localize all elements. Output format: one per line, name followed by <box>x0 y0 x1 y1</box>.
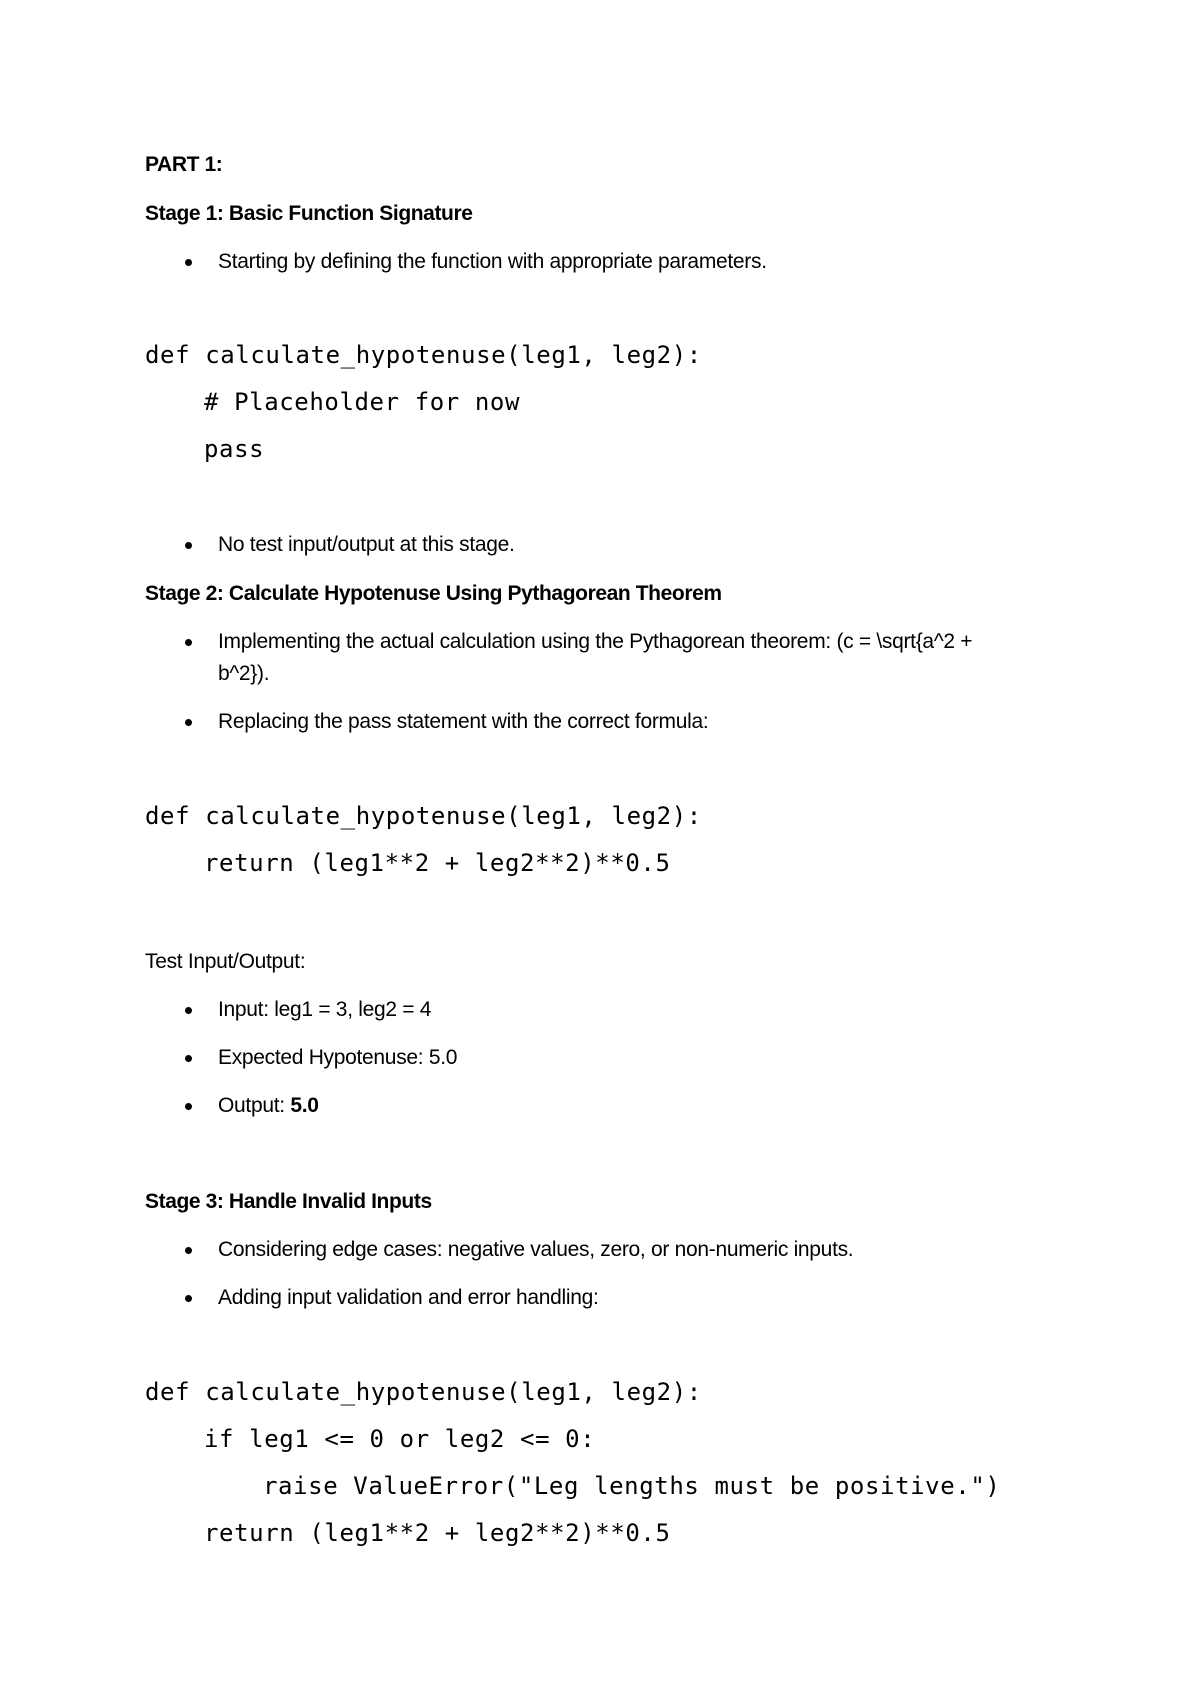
stage2-heading: Stage 2: Calculate Hypotenuse Using Pythagorean Theorem <box>145 582 722 605</box>
stage2-output-label: Output: <box>218 1094 291 1117</box>
bullet-dot <box>185 1103 192 1110</box>
stage2-bullet1-line2: b^2}). <box>218 662 270 685</box>
stage2-test-label: Test Input/Output: <box>145 950 306 973</box>
stage2-bullet2: Replacing the pass statement with the correct formula: <box>218 710 709 733</box>
bullet-dot <box>185 1055 192 1062</box>
stage1-code-line1: def calculate_hypotenuse(leg1, leg2): <box>145 341 702 369</box>
stage3-code-line3: raise ValueError("Leg lengths must be positive.") <box>263 1472 1001 1500</box>
stage3-bullet1: Considering edge cases: negative values, zero, or non-numeric inputs. <box>218 1238 854 1261</box>
stage3-code-line1: def calculate_hypotenuse(leg1, leg2): <box>145 1378 702 1406</box>
stage3-code-line2: if leg1 <= 0 or leg2 <= 0: <box>204 1425 596 1453</box>
bullet-dot <box>185 259 192 266</box>
bullet-dot <box>185 719 192 726</box>
stage3-code-line4: return (leg1**2 + leg2**2)**0.5 <box>204 1519 671 1547</box>
bullet-dot <box>185 639 192 646</box>
stage2-output <box>218 1092 319 1120</box>
stage2-bullet1-line1: Implementing the actual calculation using the Pythagorean theorem: (c = \sqrt{a^2 + <box>218 630 973 653</box>
stage1-code-line2: # Placeholder for now <box>204 388 521 416</box>
bullet-dot <box>185 542 192 549</box>
stage2-input: Input: leg1 = 3, leg2 = 4 <box>218 998 432 1021</box>
bullet-dot <box>185 1247 192 1254</box>
stage2-code-line2: return (leg1**2 + leg2**2)**0.5 <box>204 849 671 877</box>
stage1-bullet1: Starting by defining the function with appropriate parameters. <box>218 250 767 273</box>
stage3-bullet2: Adding input validation and error handling: <box>218 1286 599 1309</box>
stage2-expected: Expected Hypotenuse: 5.0 <box>218 1046 458 1069</box>
bullet-dot <box>185 1007 192 1014</box>
stage3-heading: Stage 3: Handle Invalid Inputs <box>145 1190 432 1213</box>
stage2-output-value: 5.0 <box>290 1094 319 1117</box>
stage1-code-line3: pass <box>204 435 265 463</box>
part-title: PART 1: <box>145 153 223 176</box>
stage2-code-line1: def calculate_hypotenuse(leg1, leg2): <box>145 802 702 830</box>
stage1-bullet2: No test input/output at this stage. <box>218 533 515 556</box>
bullet-dot <box>185 1295 192 1302</box>
stage1-heading: Stage 1: Basic Function Signature <box>145 202 473 225</box>
